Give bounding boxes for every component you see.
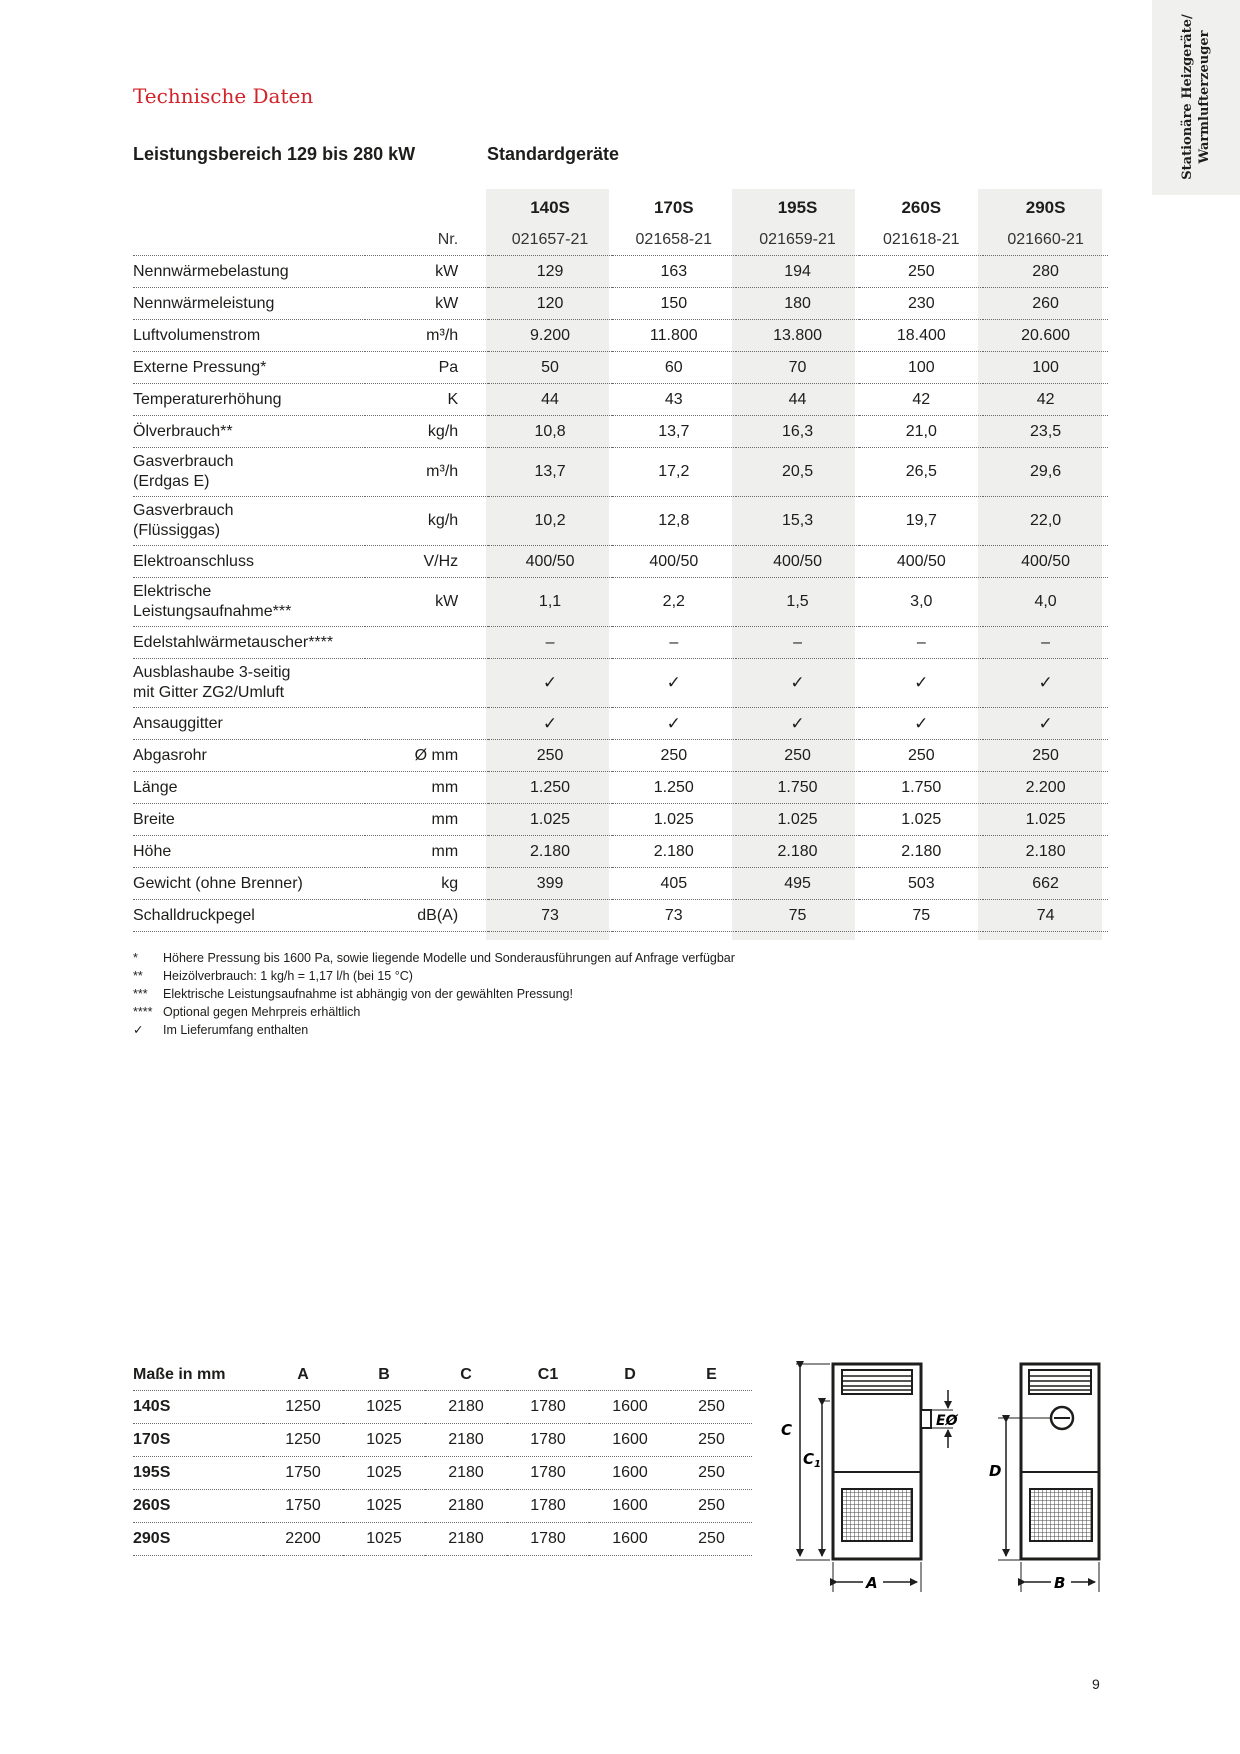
nr-label: Nr.: [437, 231, 459, 248]
dimensions-row: [133, 1457, 752, 1490]
table-row: [133, 320, 1108, 352]
row-value: 75: [859, 900, 983, 932]
nr-spacer: [133, 225, 365, 256]
row-label-line: (Erdgas E): [133, 473, 210, 490]
row-unit: m³/h: [365, 448, 488, 497]
row-value: 13.800: [736, 320, 860, 352]
row-value: 250: [612, 740, 736, 772]
dimensions-model: 260S: [133, 1490, 263, 1523]
row-value: 163: [612, 256, 736, 288]
row-label-line: Höhe: [133, 842, 172, 860]
row-label-line: Luftvolumenstrom: [133, 326, 261, 344]
row-value: 42: [983, 384, 1108, 416]
row-label: [133, 836, 365, 868]
footnote-text: Optional gegen Mehrpreis erhältlich: [163, 1005, 361, 1019]
row-label-line: (Flüssiggas): [133, 522, 221, 539]
row-value: 129: [488, 256, 612, 288]
row-value: 70: [736, 352, 860, 384]
dimensions-value: 1600: [589, 1391, 671, 1424]
row-label-line: Abgasrohr: [133, 746, 207, 764]
dimensions-value: 1025: [343, 1424, 425, 1457]
footnote-text: Elektrische Leistungsaufnahme ist abhängig von der gewählten Pressung!: [163, 987, 573, 1001]
row-label: [133, 546, 365, 578]
model-header-row: [133, 191, 1108, 225]
row-unit: [365, 708, 488, 740]
article-number: 021658-21: [635, 231, 713, 248]
row-value: 495: [736, 868, 860, 900]
row-label-line: Gasverbrauch: [133, 453, 234, 470]
row-value: 60: [612, 352, 736, 384]
dimensions-header: Maße in mm: [133, 1366, 226, 1383]
table-row: [133, 256, 1108, 288]
dimensions-value: 2180: [425, 1424, 507, 1457]
article-number: 021657-21: [511, 231, 589, 248]
model-header: 140S: [530, 198, 570, 217]
row-value: 180: [736, 288, 860, 320]
side-view: [1021, 1364, 1099, 1559]
row-value: 250: [736, 740, 860, 772]
row-unit: Ø mm: [365, 740, 488, 772]
row-value: –: [488, 627, 612, 659]
row-label-line: Ansauggitter: [133, 714, 223, 732]
row-label: [133, 900, 365, 932]
row-value: 1.025: [859, 804, 983, 836]
row-unit: kg/h: [365, 416, 488, 448]
table-row: [133, 546, 1108, 578]
row-label-line: Nennwärmeleistung: [133, 294, 275, 312]
dimensions-value: 1780: [507, 1523, 589, 1556]
dimensions-header: D: [624, 1366, 636, 1383]
dimensions-header: C1: [537, 1366, 559, 1383]
row-value: 280: [983, 256, 1108, 288]
row-value: 11.800: [612, 320, 736, 352]
row-label: [133, 659, 365, 708]
row-value: 400/50: [983, 546, 1108, 578]
row-value: 1.250: [488, 772, 612, 804]
row-value: 250: [859, 740, 983, 772]
dimensions-value: 250: [671, 1391, 752, 1424]
row-label-line: Gewicht (ohne Brenner): [133, 874, 303, 892]
row-unit: dB(A): [365, 900, 488, 932]
row-value: 405: [612, 868, 736, 900]
row-label-line: Ausblashaube 3-seitig: [133, 664, 291, 681]
model-header: 290S: [1025, 198, 1066, 217]
row-value: 19,7: [859, 497, 983, 546]
row-value: 1,1: [488, 578, 612, 627]
side-tab-line-1: Stationäre Heizgeräte/: [1180, 14, 1195, 180]
table-row: [133, 708, 1108, 740]
side-tab-label: [1179, 14, 1213, 179]
row-unit: kW: [365, 288, 488, 320]
row-value: 43: [612, 384, 736, 416]
row-value: 2.180: [736, 836, 860, 868]
table-row: [133, 448, 1108, 497]
row-value: 44: [488, 384, 612, 416]
row-value: 400/50: [736, 546, 860, 578]
row-label: [133, 256, 365, 288]
dimensions-header: E: [706, 1366, 717, 1383]
row-label: [133, 578, 365, 627]
dim-label-c1: $C_1$: [803, 1450, 821, 1470]
dimensions-model: 140S: [133, 1391, 263, 1424]
row-unit: V/Hz: [365, 546, 488, 578]
row-value: 250: [983, 740, 1108, 772]
row-label: [133, 320, 365, 352]
model-header: 195S: [777, 198, 818, 217]
dimensions-value: 1750: [263, 1490, 343, 1523]
row-value: 120: [488, 288, 612, 320]
footnote-mark: *: [133, 951, 138, 965]
dimensions-header: B: [378, 1366, 390, 1383]
row-unit: [365, 659, 488, 708]
row-value: 400/50: [488, 546, 612, 578]
row-value: ✓: [983, 659, 1108, 708]
row-label-line: Externe Pressung*: [133, 358, 267, 376]
row-value: 44: [736, 384, 860, 416]
table-row: [133, 384, 1108, 416]
row-value: 13,7: [612, 416, 736, 448]
dimensions-value: 1600: [589, 1457, 671, 1490]
row-value: 503: [859, 868, 983, 900]
row-value: 194: [736, 256, 860, 288]
row-value: –: [736, 627, 860, 659]
article-number: 021618-21: [883, 231, 960, 248]
dimensions-value: 1600: [589, 1523, 671, 1556]
header-spacer: [133, 191, 365, 225]
row-value: 1.250: [612, 772, 736, 804]
dimensions-value: 1025: [343, 1391, 425, 1424]
side-tab-line-2: Warmlufterzeuger: [1197, 30, 1212, 164]
footnote-text: Heizölverbrauch: 1 kg/h = 1,17 l/h (bei 15 °C): [163, 969, 413, 983]
row-label: [133, 352, 365, 384]
row-value: 18.400: [859, 320, 983, 352]
dimensions-value: 2180: [425, 1490, 507, 1523]
page-title: Technische Daten: [133, 84, 314, 108]
header-spacer: [365, 191, 488, 225]
row-value: 16,3: [736, 416, 860, 448]
row-value: 250: [859, 256, 983, 288]
row-value: 100: [859, 352, 983, 384]
footnote-mark: ****: [133, 1005, 153, 1019]
row-value: ✓: [488, 659, 612, 708]
dimensions-row: [133, 1523, 752, 1556]
dimensions-value: 250: [671, 1424, 752, 1457]
row-label: [133, 384, 365, 416]
row-label-line: Breite: [133, 810, 175, 828]
table-row: [133, 497, 1108, 546]
row-value: 260: [983, 288, 1108, 320]
row-value: 1.025: [488, 804, 612, 836]
row-value: 9.200: [488, 320, 612, 352]
row-value: 74: [983, 900, 1108, 932]
row-label-line: Leistungsaufnahme***: [133, 603, 292, 620]
dimensions-value: 1600: [589, 1424, 671, 1457]
row-value: –: [859, 627, 983, 659]
row-value: 1.750: [859, 772, 983, 804]
row-label-line: Temperaturerhöhung: [133, 390, 282, 408]
row-value: 1.025: [983, 804, 1108, 836]
row-label: [133, 448, 365, 497]
table-row: [133, 868, 1108, 900]
row-value: 75: [736, 900, 860, 932]
standard-label: Standardgeräte: [487, 144, 620, 164]
dimension-diagram: [778, 1352, 1118, 1592]
table-row: [133, 900, 1108, 932]
row-value: 2.200: [983, 772, 1108, 804]
footnote: [133, 949, 735, 967]
row-value: 150: [612, 288, 736, 320]
row-value: –: [983, 627, 1108, 659]
row-label: [133, 804, 365, 836]
row-label-line: Länge: [133, 778, 178, 796]
row-label-line: Elektrische: [133, 583, 212, 600]
footnote-mark: ***: [133, 987, 148, 1001]
row-label: [133, 708, 365, 740]
row-value: 42: [859, 384, 983, 416]
row-unit: kW: [365, 578, 488, 627]
row-value: 1.025: [612, 804, 736, 836]
row-value: –: [612, 627, 736, 659]
row-unit: kW: [365, 256, 488, 288]
row-value: 73: [612, 900, 736, 932]
row-value: ✓: [488, 708, 612, 740]
table-row: [133, 804, 1108, 836]
dimensions-value: 1780: [507, 1490, 589, 1523]
dimensions-value: 1750: [263, 1457, 343, 1490]
page-number: 9: [1092, 1676, 1100, 1692]
table-row: [133, 740, 1108, 772]
row-value: ✓: [736, 708, 860, 740]
row-value: 1.750: [736, 772, 860, 804]
footnote: [133, 1003, 735, 1021]
row-value: 29,6: [983, 448, 1108, 497]
dimensions-value: 250: [671, 1490, 752, 1523]
row-value: 12,8: [612, 497, 736, 546]
footnote-mark: ✓: [133, 1023, 144, 1037]
dimensions-value: 1025: [343, 1490, 425, 1523]
dimensions-value: 1780: [507, 1457, 589, 1490]
row-unit: mm: [365, 772, 488, 804]
row-label-line: Nennwärmebelastung: [133, 262, 289, 280]
row-value: 1,5: [736, 578, 860, 627]
row-value: 20,5: [736, 448, 860, 497]
row-unit: [365, 627, 488, 659]
row-value: 3,0: [859, 578, 983, 627]
row-value: 23,5: [983, 416, 1108, 448]
row-value: 2.180: [612, 836, 736, 868]
row-value: 26,5: [859, 448, 983, 497]
row-value: 50: [488, 352, 612, 384]
row-value: 662: [983, 868, 1108, 900]
table-row: [133, 352, 1108, 384]
row-value: 73: [488, 900, 612, 932]
row-value: 400/50: [859, 546, 983, 578]
row-value: 21,0: [859, 416, 983, 448]
row-label-line: Gasverbrauch: [133, 502, 234, 519]
dimensions-value: 2200: [263, 1523, 343, 1556]
dim-label-b: B: [1054, 1574, 1066, 1592]
table-row: [133, 659, 1108, 708]
row-value: 230: [859, 288, 983, 320]
row-label: [133, 772, 365, 804]
row-label: [133, 497, 365, 546]
dim-label-a: A: [866, 1574, 878, 1592]
row-label: [133, 627, 365, 659]
dimensions-model: 195S: [133, 1457, 263, 1490]
dimensions-header: C: [460, 1366, 472, 1383]
dimensions-row: [133, 1424, 752, 1457]
row-value: 2.180: [983, 836, 1108, 868]
row-value: 2,2: [612, 578, 736, 627]
row-value: ✓: [859, 659, 983, 708]
row-value: 2.180: [488, 836, 612, 868]
row-label: [133, 416, 365, 448]
dimensions-row: [133, 1391, 752, 1424]
dimensions-value: 2180: [425, 1523, 507, 1556]
dimensions-value: 2180: [425, 1391, 507, 1424]
row-unit: kg/h: [365, 497, 488, 546]
dimensions-value: 1025: [343, 1523, 425, 1556]
dimensions-header: A: [297, 1366, 309, 1383]
table-row: [133, 578, 1108, 627]
row-value: 15,3: [736, 497, 860, 546]
front-view: [833, 1364, 931, 1559]
row-label-line: mit Gitter ZG2/Umluft: [133, 684, 285, 701]
row-value: ✓: [736, 659, 860, 708]
row-value: ✓: [612, 708, 736, 740]
row-unit: K: [365, 384, 488, 416]
dimensions-value: 250: [671, 1523, 752, 1556]
table-row: [133, 416, 1108, 448]
row-label: [133, 288, 365, 320]
range-label: Leistungsbereich 129 bis 280 kW: [133, 144, 416, 164]
article-number-row: [133, 225, 1108, 256]
dim-label-c: C: [781, 1421, 793, 1439]
dimensions-model: 290S: [133, 1523, 263, 1556]
footnote-text: Im Lieferumfang enthalten: [163, 1023, 309, 1037]
dim-label-e: EØ: [936, 1413, 958, 1429]
dimensions-row: [133, 1490, 752, 1523]
row-value: 22,0: [983, 497, 1108, 546]
footnote: [133, 967, 735, 985]
table-row: [133, 772, 1108, 804]
row-value: ✓: [859, 708, 983, 740]
dimensions-value: 250: [671, 1457, 752, 1490]
dim-label-d: D: [989, 1462, 1002, 1480]
row-value: 10,2: [488, 497, 612, 546]
table-row: [133, 627, 1108, 659]
article-number: 021659-21: [759, 231, 836, 248]
row-value: ✓: [612, 659, 736, 708]
row-value: 13,7: [488, 448, 612, 497]
row-label-line: Ölverbrauch**: [133, 422, 233, 440]
dimensions-model: 170S: [133, 1424, 263, 1457]
article-number: 021660-21: [1007, 231, 1084, 248]
row-value: 4,0: [983, 578, 1108, 627]
dimensions-value: 2180: [425, 1457, 507, 1490]
footnote: [133, 985, 735, 1003]
row-label-line: Edelstahlwärmetauscher****: [133, 633, 334, 651]
dimensions-value: 1250: [263, 1391, 343, 1424]
row-value: 2.180: [859, 836, 983, 868]
row-label-line: Elektroanschluss: [133, 552, 254, 570]
row-value: ✓: [983, 708, 1108, 740]
dimensions-value: 1780: [507, 1424, 589, 1457]
row-label: [133, 868, 365, 900]
dimensions-header-row: [133, 1360, 752, 1391]
row-value: 100: [983, 352, 1108, 384]
model-header: 170S: [653, 198, 694, 217]
dimensions-table: [133, 1360, 752, 1556]
dimensions-value: 1025: [343, 1457, 425, 1490]
table-row: [133, 836, 1108, 868]
row-label: [133, 740, 365, 772]
row-unit: mm: [365, 836, 488, 868]
row-value: 399: [488, 868, 612, 900]
row-value: 400/50: [612, 546, 736, 578]
row-label-line: Schalldruckpegel: [133, 906, 255, 924]
row-unit: mm: [365, 804, 488, 836]
row-value: 20.600: [983, 320, 1108, 352]
dimensions-value: 1600: [589, 1490, 671, 1523]
row-value: 1.025: [736, 804, 860, 836]
footnotes: [133, 949, 735, 1039]
dimensions-value: 1780: [507, 1391, 589, 1424]
row-value: 250: [488, 740, 612, 772]
row-unit: Pa: [365, 352, 488, 384]
row-unit: m³/h: [365, 320, 488, 352]
footnote-text: Höhere Pressung bis 1600 Pa, sowie liegende Modelle und Sonderausführungen auf Anfrage verfügbar: [163, 951, 735, 965]
row-value: 10,8: [488, 416, 612, 448]
row-value: 17,2: [612, 448, 736, 497]
model-header: 260S: [901, 198, 942, 217]
table-row: [133, 288, 1108, 320]
technical-data-table: [133, 191, 1108, 932]
footnote: [133, 1021, 735, 1039]
row-unit: kg: [365, 868, 488, 900]
dimensions-value: 1250: [263, 1424, 343, 1457]
footnote-mark: **: [133, 969, 143, 983]
